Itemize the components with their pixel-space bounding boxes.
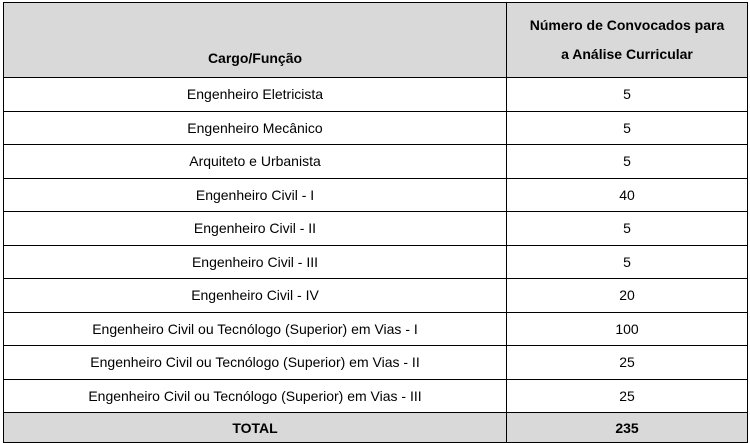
cell-cargo: Engenheiro Mecânico [4, 111, 507, 145]
convocados-table [3, 2, 748, 443]
table-header-row [4, 3, 748, 78]
cell-cargo: Engenheiro Civil ou Tecnólogo (Superior) em Vias - III [4, 379, 507, 413]
cell-cargo: Engenheiro Civil ou Tecnólogo (Superior) em Vias - I [4, 312, 507, 346]
table-row [4, 346, 748, 380]
total-value: 235 [507, 413, 748, 443]
cell-cargo: Engenheiro Civil - I [4, 178, 507, 212]
table-row [4, 279, 748, 313]
cell-numero: 5 [507, 212, 748, 246]
cell-numero: 25 [507, 346, 748, 380]
cell-cargo: Engenheiro Civil - II [4, 212, 507, 246]
header-cargo-funcao: Cargo/Função [4, 3, 507, 78]
cell-cargo: Engenheiro Civil - IV [4, 279, 507, 313]
table-row [4, 312, 748, 346]
table-row [4, 145, 748, 179]
table-row [4, 78, 748, 112]
cell-numero: 5 [507, 145, 748, 179]
cell-numero: 40 [507, 178, 748, 212]
cell-numero: 20 [507, 279, 748, 313]
table-row [4, 212, 748, 246]
table-row [4, 245, 748, 279]
cell-cargo: Arquiteto e Urbanista [4, 145, 507, 179]
total-label: TOTAL [4, 413, 507, 443]
cell-numero: 5 [507, 78, 748, 112]
table-row [4, 111, 748, 145]
table-row [4, 379, 748, 413]
header-numero-convocados [507, 3, 748, 78]
cell-cargo: Engenheiro Civil ou Tecnólogo (Superior) em Vias - II [4, 346, 507, 380]
cell-cargo: Engenheiro Eletricista [4, 78, 507, 112]
cell-numero: 5 [507, 245, 748, 279]
cell-cargo: Engenheiro Civil - III [4, 245, 507, 279]
header-numero-line1: Número de Convocados para [529, 17, 725, 33]
table-row [4, 178, 748, 212]
document-page [3, 2, 748, 443]
table-total-row [4, 413, 748, 443]
cell-numero: 5 [507, 111, 748, 145]
header-numero-line2: a Análise Curricular [561, 46, 693, 62]
cell-numero: 100 [507, 312, 748, 346]
cell-numero: 25 [507, 379, 748, 413]
